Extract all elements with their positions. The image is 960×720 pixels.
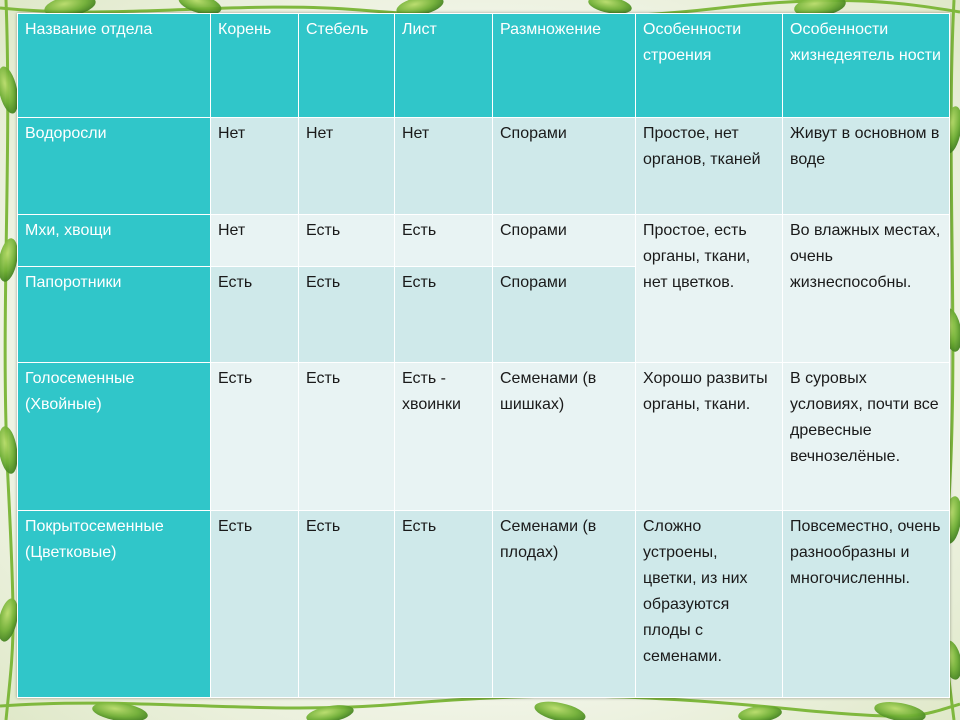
life-value: Повсеместно, очень разнообразны и многочисленны. [783, 511, 950, 698]
table-header-row [18, 14, 950, 118]
structure-value: Сложно устроены, цветки, из них образуются плоды с семенами. [636, 511, 783, 698]
division-name: Мхи, хвощи [18, 215, 211, 267]
table-row [18, 215, 950, 267]
leaf-value: Есть - хвоинки [395, 363, 493, 511]
reproduction-value: Семенами (в плодах) [493, 511, 636, 698]
root-value: Нет [211, 118, 299, 215]
stem-value: Есть [299, 511, 395, 698]
header-life: Особенности жизнедеятель ности [783, 14, 950, 118]
root-value: Нет [211, 215, 299, 267]
header-reproduction: Размножение [493, 14, 636, 118]
life-value: Во влажных местах, очень жизнеспособны. [783, 215, 950, 363]
plant-divisions-table [17, 13, 950, 698]
leaf-value: Есть [395, 215, 493, 267]
division-name: Папоротники [18, 267, 211, 363]
header-structure: Особенности строения [636, 14, 783, 118]
root-value: Есть [211, 511, 299, 698]
table-row [18, 118, 950, 215]
root-value: Есть [211, 363, 299, 511]
reproduction-value: Спорами [493, 267, 636, 363]
table-row [18, 511, 950, 698]
header-stem: Стебель [299, 14, 395, 118]
division-name: Покрытосеменные (Цветковые) [18, 511, 211, 698]
reproduction-value: Спорами [493, 118, 636, 215]
life-value: В суровых условиях, почти все древесные вечнозелёные. [783, 363, 950, 511]
division-name: Водоросли [18, 118, 211, 215]
leaf-value: Есть [395, 511, 493, 698]
leaf-value: Нет [395, 118, 493, 215]
header-leaf: Лист [395, 14, 493, 118]
header-division-name: Название отдела [18, 14, 211, 118]
header-root: Корень [211, 14, 299, 118]
root-value: Есть [211, 267, 299, 363]
table-row [18, 363, 950, 511]
reproduction-value: Спорами [493, 215, 636, 267]
reproduction-value: Семенами (в шишках) [493, 363, 636, 511]
structure-value: Простое, есть органы, ткани, нет цветков. [636, 215, 783, 363]
structure-value: Хорошо развиты органы, ткани. [636, 363, 783, 511]
stem-value: Нет [299, 118, 395, 215]
structure-value: Простое, нет органов, тканей [636, 118, 783, 215]
division-name: Голосеменные (Хвойные) [18, 363, 211, 511]
stem-value: Есть [299, 267, 395, 363]
life-value: Живут в основном в воде [783, 118, 950, 215]
stem-value: Есть [299, 363, 395, 511]
leaf-value: Есть [395, 267, 493, 363]
stem-value: Есть [299, 215, 395, 267]
